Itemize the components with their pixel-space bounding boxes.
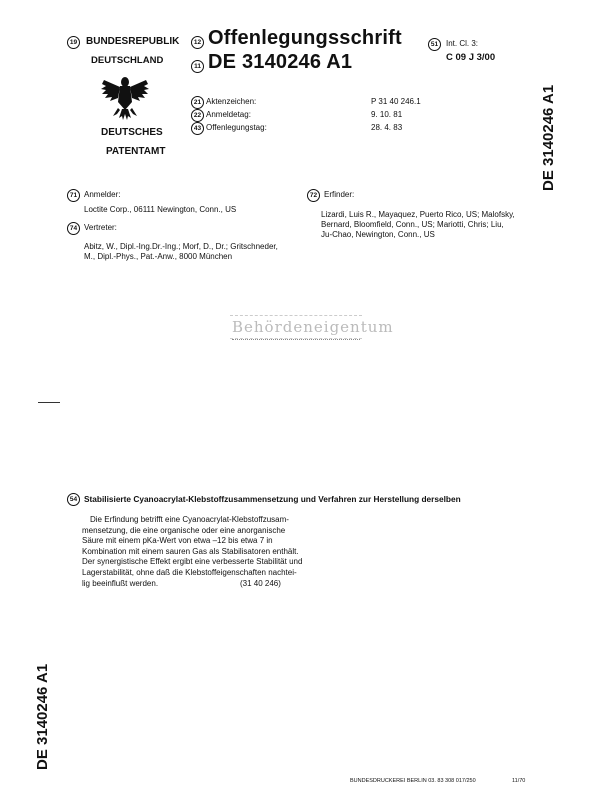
inid-43-badge: 43 xyxy=(191,122,204,135)
inid-19-badge: 19 xyxy=(67,36,80,49)
side-document-number-top: DE 3140246 A1 xyxy=(540,84,557,191)
inid-21-badge: 21 xyxy=(191,96,204,109)
printer-info: BUNDESDRUCKEREI BERLIN 03. 83 308 017/250 xyxy=(350,778,476,784)
office-line2: PATENTAMT xyxy=(106,146,166,157)
inid-22-badge: 22 xyxy=(191,109,204,122)
anmeldetag-value: 9. 10. 81 xyxy=(371,110,403,119)
offenlegungstag-label: Offenlegungstag: xyxy=(206,123,267,132)
vertreter-line1: Abitz, W., Dipl.-Ing.Dr.-Ing.; Morf, D., Dr.; Gritschneder, xyxy=(84,242,278,251)
document-number: DE 3140246 A1 xyxy=(208,51,353,73)
stamp-text: Behördeneigentum xyxy=(230,315,362,339)
page-ref: 11/70 xyxy=(512,778,526,784)
abstract-line7: lig beeinflußt werden. xyxy=(82,578,159,588)
office-line1: DEUTSCHES xyxy=(101,127,163,138)
offenlegungstag-value: 28. 4. 83 xyxy=(371,123,403,132)
inid-71-badge: 71 xyxy=(67,189,80,202)
int-cl-label: Int. Cl. 3: xyxy=(446,39,479,48)
abstract-line2: mensetzung, die eine organische oder eine anorganische xyxy=(82,525,286,535)
margin-mark xyxy=(38,402,60,403)
erfinder-line3: Ju-Chao, Newington, Conn., US xyxy=(321,230,435,239)
vertreter-label: Vertreter: xyxy=(84,223,117,232)
inid-54-badge: 54 xyxy=(67,493,80,506)
abstract-line5: Der synergistische Effekt ergibt eine verbesserte Stabilität und xyxy=(82,557,303,567)
abstract-line6: Lagerstabilität, ohne daß die Klebstoffeigenschaften nachtei- xyxy=(82,567,297,577)
anmelder-value: Loctite Corp., 06111 Newington, Conn., US xyxy=(84,205,237,214)
anmelder-label: Anmelder: xyxy=(84,190,121,199)
country-line2: DEUTSCHLAND xyxy=(91,55,164,66)
ownership-stamp xyxy=(230,315,394,339)
stamp-dotted-line xyxy=(232,339,360,340)
inid-11-badge: 11 xyxy=(191,60,204,73)
inid-74-badge: 74 xyxy=(67,222,80,235)
inid-51-badge: 51 xyxy=(428,38,441,51)
abstract-line1: Die Erfindung betrifft eine Cyanoacrylat-Klebstoffzusam- xyxy=(90,515,289,524)
aktenzeichen-value: P 31 40 246.1 xyxy=(371,97,421,106)
erfinder-line1: Lizardi, Luis R., Mayaquez, Puerto Rico, US; Malofsky, xyxy=(321,210,515,219)
abstract-text xyxy=(82,515,303,589)
inid-72-badge: 72 xyxy=(307,189,320,202)
abstract-line3: Säure mit einem pKa-Wert von etwa –12 bis etwa 7 in xyxy=(82,536,273,546)
erfinder-line2: Bernard, Bloomfield, Conn., US; Mariotti, Chris; Liu, xyxy=(321,220,504,229)
vertreter-line2: M., Dipl.-Phys., Pat.-Anw., 8000 München xyxy=(84,252,233,261)
country-line1: BUNDESREPUBLIK xyxy=(86,36,180,47)
aktenzeichen-label: Aktenzeichen: xyxy=(206,97,257,106)
int-cl-value: C 09 J 3/00 xyxy=(446,52,496,63)
abstract-line4: Kombination mit einem sauren Gas als Stabilisatoren enthält. xyxy=(82,546,299,556)
invention-title: Stabilisierte Cyanoacrylat-Klebstoffzusammensetzung und Verfahren zur Herstellung derselben xyxy=(84,494,461,504)
federal-eagle-emblem xyxy=(100,72,150,124)
side-document-number-bottom: DE 3140246 A1 xyxy=(34,663,51,770)
inid-12-badge: 12 xyxy=(191,36,204,49)
abstract-reference: (31 40 246) xyxy=(240,578,281,588)
erfinder-label: Erfinder: xyxy=(324,190,355,199)
anmeldetag-label: Anmeldetag: xyxy=(206,110,251,119)
document-type: Offenlegungsschrift xyxy=(208,27,402,49)
